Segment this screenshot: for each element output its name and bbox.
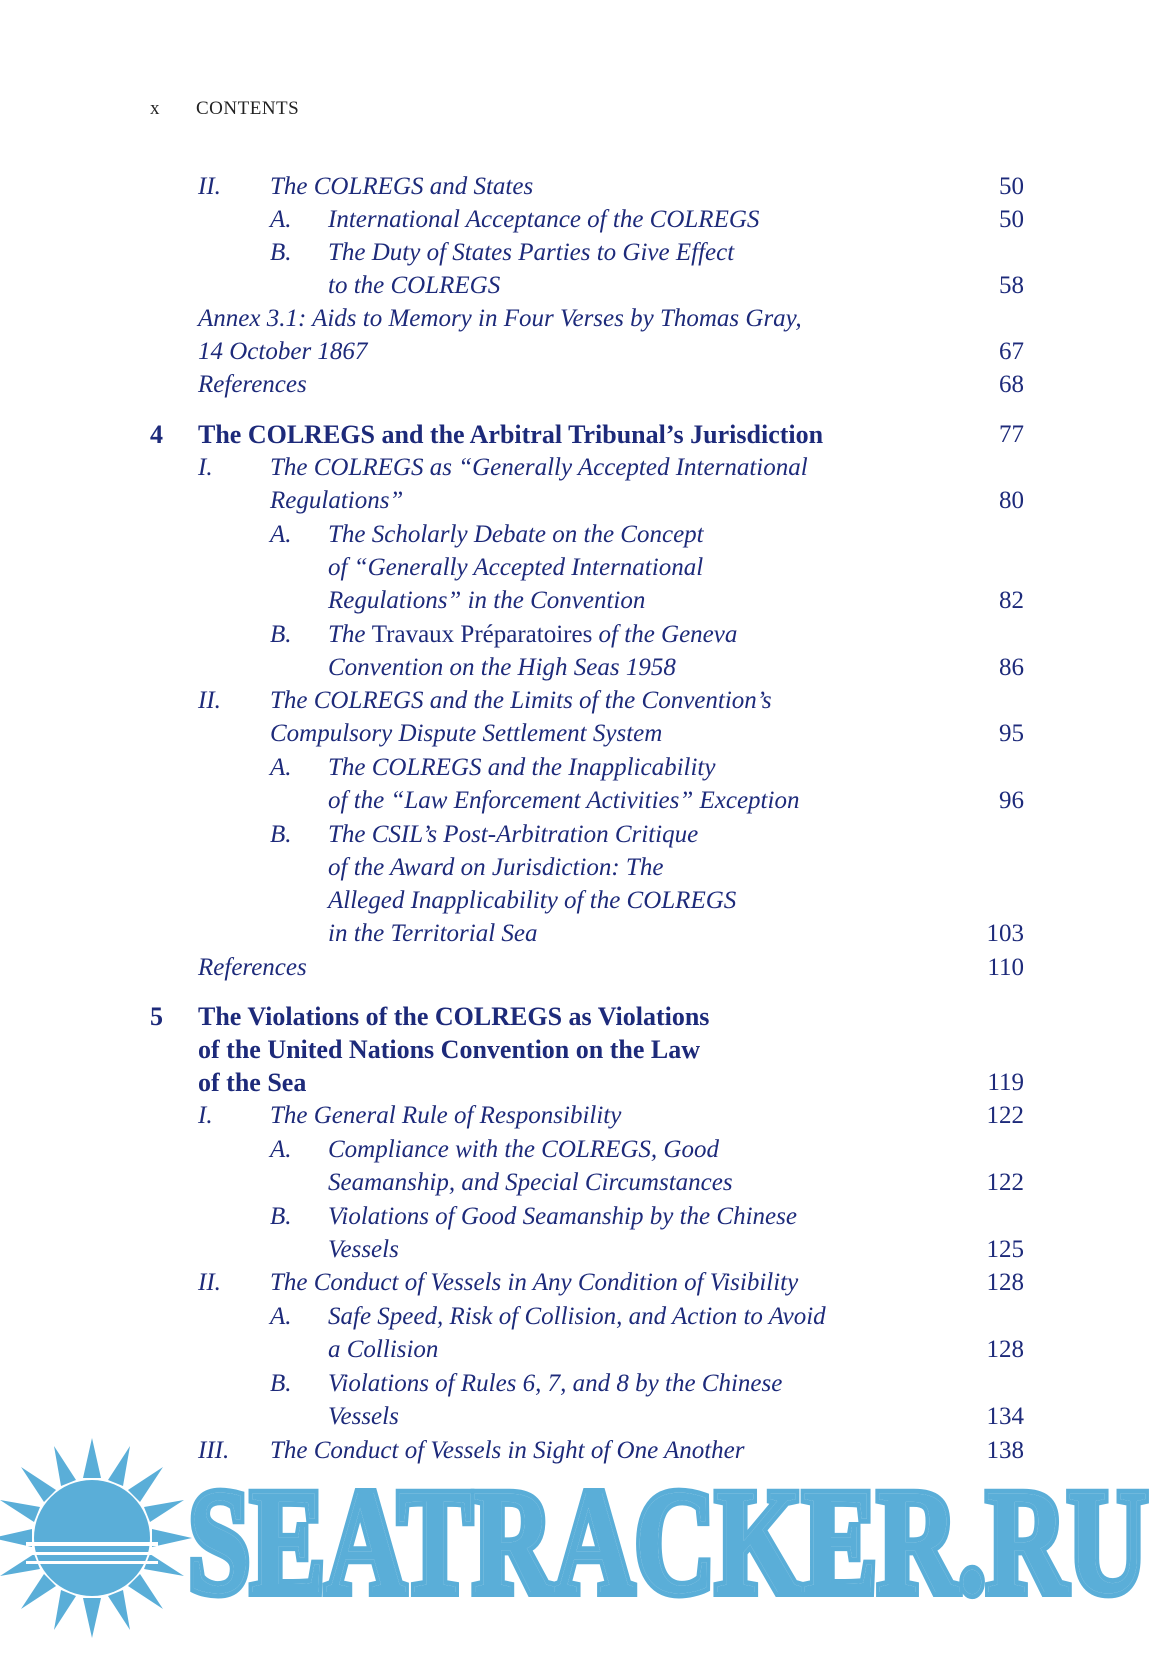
toc-page-number[interactable]: 110 (987, 954, 1024, 981)
toc-label: B. (270, 621, 292, 648)
toc-page-number[interactable]: 80 (999, 487, 1024, 514)
toc-entry-title-cont[interactable]: Vessels (328, 1236, 399, 1263)
toc-entry-title-cont[interactable]: of the Award on Jurisdiction: The (328, 854, 664, 881)
toc-entry-title-cont[interactable]: Regulations” in the Convention (328, 587, 646, 614)
sun-icon (0, 1438, 192, 1638)
toc-label: II. (198, 687, 221, 714)
toc-entry-title-cont[interactable]: Regulations” (270, 487, 404, 514)
toc-label: II. (198, 1269, 221, 1296)
toc-entry-title[interactable]: The Conduct of Vessels in Any Condition of Visibility (270, 1269, 799, 1296)
toc-entry-title[interactable]: The Scholarly Debate on the Concept (328, 521, 704, 548)
running-title: CONTENTS (196, 98, 300, 119)
toc-label: II. (198, 173, 221, 200)
toc-page-number[interactable]: 50 (999, 206, 1024, 233)
toc-page-number[interactable]: 103 (986, 920, 1024, 947)
toc-entry-title-cont[interactable]: Convention on the High Seas 1958 (328, 654, 676, 681)
toc-entry-title[interactable]: References (198, 954, 307, 981)
toc-entry-title-cont[interactable]: Compulsory Dispute Settlement System (270, 720, 663, 747)
toc-page-number[interactable]: 96 (999, 787, 1024, 814)
toc-label: A. (270, 1303, 292, 1330)
toc-entry-title-cont[interactable]: Seamanship, and Special Circumstances (328, 1169, 733, 1196)
toc-entry-title[interactable]: The CSIL’s Post-Arbitration Critique (328, 821, 699, 848)
toc-page-number[interactable]: 119 (987, 1069, 1024, 1096)
toc-entry-title[interactable]: The COLREGS and the Limits of the Convention’s (270, 687, 772, 714)
toc-page-number[interactable]: 125 (986, 1236, 1024, 1263)
toc-title-part: Travaux Préparatoires (371, 621, 593, 648)
toc-label: A. (270, 206, 292, 233)
toc-entry-title[interactable]: International Acceptance of the COLREGS (328, 206, 760, 233)
toc-label: B. (270, 239, 292, 266)
toc-page-number[interactable]: 58 (999, 272, 1024, 299)
toc-entry-title[interactable]: Violations of Rules 6, 7, and 8 by the Chinese (328, 1370, 783, 1397)
toc-page-number[interactable]: 68 (999, 371, 1024, 398)
toc-entry-title-cont[interactable]: of “Generally Accepted International (328, 554, 704, 581)
toc-entry-title[interactable]: References (198, 371, 307, 398)
toc-label: III. (198, 1437, 230, 1464)
toc-page-number[interactable]: 86 (999, 654, 1024, 681)
toc-entry-title[interactable]: The General Rule of Responsibility (270, 1102, 622, 1129)
toc-page-number[interactable]: 134 (986, 1403, 1024, 1430)
toc-entry-title[interactable]: The COLREGS as “Generally Accepted International (270, 454, 808, 481)
toc-page-number[interactable]: 82 (999, 587, 1024, 614)
toc-label: I. (198, 1102, 213, 1129)
toc-label: I. (198, 454, 213, 481)
toc-entry-title-cont[interactable]: Alleged Inapplicability of the COLREGS (328, 887, 737, 914)
toc-entry-title-cont[interactable]: 14 October 1867 (198, 338, 368, 365)
chapter-title-cont[interactable]: of the United Nations Convention on the Law (198, 1035, 700, 1064)
toc-page-number[interactable]: 50 (999, 173, 1024, 200)
toc-entry-title-cont[interactable]: a Collision (328, 1336, 439, 1363)
toc-label: B. (270, 1203, 292, 1230)
toc-entry-title[interactable]: The Conduct of Vessels in Sight of One Another (270, 1437, 745, 1464)
toc-label: A. (270, 1136, 292, 1163)
toc-page-number[interactable]: 122 (986, 1169, 1024, 1196)
chapter-number: 5 (150, 1002, 163, 1031)
toc-entry-title[interactable]: Compliance with the COLREGS, Good (328, 1136, 719, 1163)
chapter-number: 4 (150, 420, 163, 449)
toc-title-part: of the Geneva (592, 621, 738, 648)
chapter-title[interactable]: The COLREGS and the Arbitral Tribunal’s Jurisdiction (198, 420, 824, 449)
toc-entry-title-cont[interactable]: Vessels (328, 1403, 399, 1430)
chapter-title[interactable]: The Violations of the COLREGS as Violations (198, 1002, 710, 1031)
toc-label: A. (270, 754, 292, 781)
toc-entry-title[interactable]: Safe Speed, Risk of Collision, and Action to Avoid (328, 1303, 826, 1330)
toc-page-number[interactable]: 122 (986, 1102, 1024, 1129)
toc-entry-title[interactable] (328, 620, 737, 650)
toc-page-number[interactable]: 128 (986, 1269, 1024, 1296)
toc-title-part: The (328, 621, 372, 648)
toc-entry-title[interactable]: The COLREGS and States (270, 173, 534, 200)
toc-label: B. (270, 821, 292, 848)
chapter-title-cont[interactable]: of the Sea (198, 1068, 307, 1097)
toc-page-number[interactable]: 128 (986, 1336, 1024, 1363)
toc-entry-title[interactable]: The Duty of States Parties to Give Effect (328, 239, 735, 266)
toc-entry-title-cont[interactable]: of the “Law Enforcement Activities” Exception (328, 787, 800, 814)
toc-page-number[interactable]: 95 (999, 720, 1024, 747)
toc-page-number[interactable]: 138 (986, 1437, 1024, 1464)
toc-page-number[interactable]: 77 (999, 421, 1024, 448)
watermark-logo (0, 1420, 1166, 1654)
toc-label: B. (270, 1370, 292, 1397)
toc-entry-title-cont[interactable]: in the Territorial Sea (328, 920, 538, 947)
toc-entry-title-cont[interactable]: to the COLREGS (328, 272, 501, 299)
toc-entry-title[interactable]: The COLREGS and the Inapplicability (328, 754, 716, 781)
watermark-text: SEATRACKER.RU (188, 1459, 1148, 1625)
toc-label: A. (270, 521, 292, 548)
watermark-text-fill: SEATRACKER.RU (188, 1459, 1148, 1625)
toc-entry-title[interactable]: Violations of Good Seamanship by the Chinese (328, 1203, 797, 1230)
toc-entry-title[interactable]: Annex 3.1: Aids to Memory in Four Verses by Thomas Gray, (198, 305, 802, 332)
page-number: x (150, 98, 160, 119)
toc-page-number[interactable]: 67 (999, 338, 1024, 365)
